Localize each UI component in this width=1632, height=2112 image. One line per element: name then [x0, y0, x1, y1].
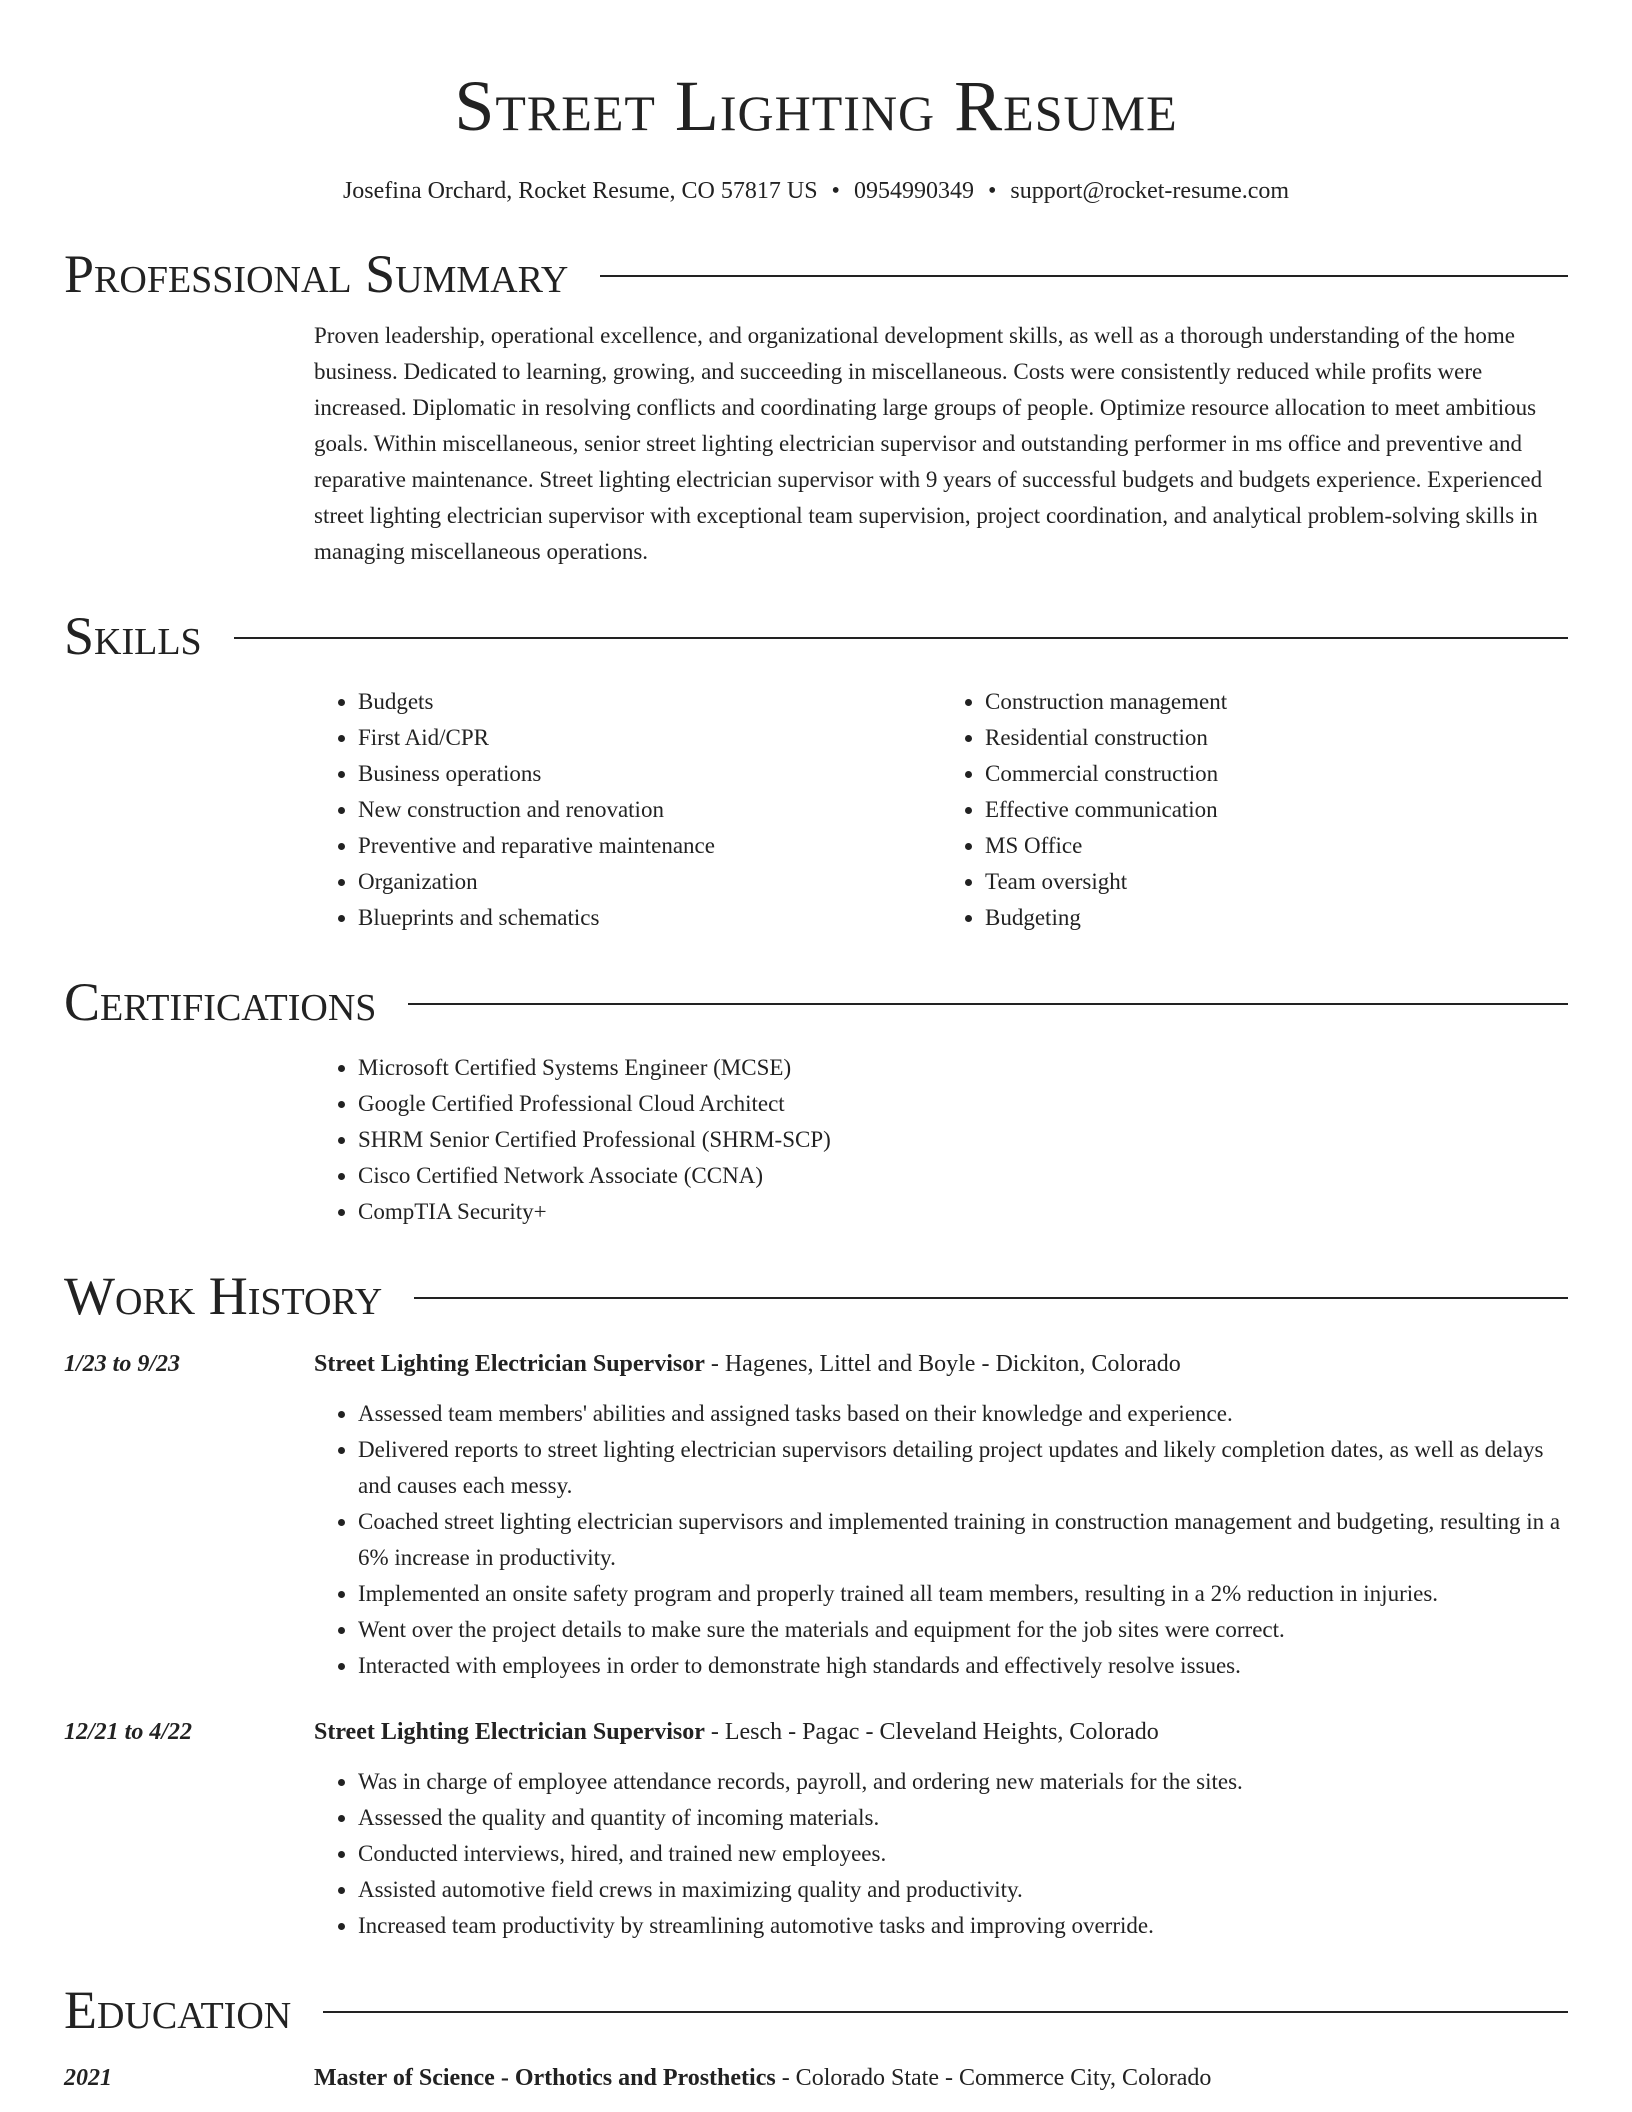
skill-item: • Organization	[358, 864, 941, 900]
skill-item: • Budgets	[358, 684, 941, 720]
job-header	[64, 1346, 1568, 1382]
job-header	[64, 1714, 1568, 1750]
skill-item: • Team oversight	[985, 864, 1568, 900]
contact-address: Josefina Orchard, Rocket Resume, CO 57817 US	[342, 178, 818, 204]
skill-item: • New construction and renovation	[358, 792, 941, 828]
certification-item: • Cisco Certified Network Associate (CCNA)	[358, 1158, 1568, 1194]
job-title: Street Lighting Electrician Supervisor	[314, 1351, 705, 1377]
skill-item: • Preventive and reparative maintenance	[358, 828, 941, 864]
skills-heading: Skills	[64, 606, 202, 666]
job-title: Street Lighting Electrician Supervisor	[314, 1719, 705, 1745]
education-heading: Education	[64, 1980, 292, 2040]
section-divider	[414, 1297, 1568, 1299]
section-divider	[600, 275, 1568, 277]
skill-item: • Construction management	[985, 684, 1568, 720]
education-year: 2021	[64, 2065, 112, 2091]
job-heading-line	[314, 1346, 1181, 1382]
skill-item: • Blueprints and schematics	[358, 900, 941, 936]
job-bullet: • Assisted automotive field crews in maximizing quality and productivity.	[358, 1872, 1568, 1908]
education-line	[314, 2060, 1211, 2096]
summary-section-header	[64, 242, 1568, 306]
work-heading: Work History	[64, 1266, 383, 1326]
job-bullet: • Assessed team members' abilities and assigned tasks based on their knowledge and experience.	[358, 1396, 1568, 1432]
job-bullet: • Interacted with employees in order to demonstrate high standards and effectively resolve issues.	[358, 1648, 1568, 1684]
job-bullet: • Increased team productivity by streamlining automotive tasks and improving override.	[358, 1908, 1568, 1944]
job-bullet: • Implemented an onsite safety program and properly trained all team members, resulting in a 2% reduction in injuries.	[358, 1576, 1568, 1612]
summary-text: Proven leadership, operational excellence, and organizational development skills, as well as a thorough understanding of the home business. Dedicated to learning, growing, and succeeding in miscellaneous. Costs were consistently reduced while profits were increased. Diplomatic in resolving conflicts and coordinating large groups of people. Optimize resource allocation to meet ambitious goals. Within miscellaneous, senior street lighting electrician supervisor and outstanding performer in ms office and preventive and reparative maintenance. Street lighting electrician supervisor with 9 years of successful budgets and budgets experience. Experienced street lighting electrician supervisor with exceptional team supervision, project coordination, and analytical problem-solving skills in managing miscellaneous operations.	[314, 323, 1543, 564]
work-section-header	[64, 1264, 1568, 1328]
job-details: - Lesch - Pagac - Cleveland Heights, Colorado	[704, 1719, 1159, 1745]
skill-item: • MS Office	[985, 828, 1568, 864]
certifications-section-header	[64, 970, 1568, 1034]
skills-list-left	[314, 684, 941, 936]
skill-item: • Residential construction	[985, 720, 1568, 756]
contact-phone: 0954990349	[853, 178, 974, 204]
certification-item: • Microsoft Certified Systems Engineer (MCSE)	[358, 1050, 1568, 1086]
contact-line	[64, 174, 1568, 208]
education-degree: Master of Science - Orthotics and Prosthetics	[314, 2065, 776, 2091]
contact-email: support@rocket-resume.com	[1010, 178, 1290, 204]
education-details: - Colorado State - Commerce City, Colorado	[775, 2065, 1212, 2091]
job-bullet: • Went over the project details to make sure the materials and equipment for the job sites were correct.	[358, 1612, 1568, 1648]
certifications-list	[314, 1050, 1568, 1230]
summary-heading: Professional Summary	[64, 244, 569, 304]
contact-separator: •	[831, 178, 840, 204]
skills-section-header	[64, 604, 1568, 668]
job-details: - Hagenes, Littel and Boyle - Dickiton, Colorado	[704, 1351, 1181, 1377]
job-bullet: • Delivered reports to street lighting electrician supervisors detailing project updates and likely completion dates, as well as delays and causes each messy.	[358, 1432, 1568, 1504]
certification-item: • SHRM Senior Certified Professional (SHRM-SCP)	[358, 1122, 1568, 1158]
certification-item: • Google Certified Professional Cloud Architect	[358, 1086, 1568, 1122]
section-divider	[234, 637, 1568, 639]
skill-item: • Budgeting	[985, 900, 1568, 936]
skill-item: • Business operations	[358, 756, 941, 792]
education-section-header	[64, 1978, 1568, 2042]
job-bullets	[314, 1764, 1568, 1944]
skill-item: • Effective communication	[985, 792, 1568, 828]
job-bullet-list	[314, 1396, 1568, 1684]
certification-item: • CompTIA Security+	[358, 1194, 1568, 1230]
certifications-body	[314, 1050, 1568, 1230]
summary-body	[314, 318, 1568, 570]
contact-separator: •	[987, 178, 997, 204]
job-bullet: • Was in charge of employee attendance records, payroll, and ordering new materials for the sites.	[358, 1764, 1568, 1800]
job-bullet: • Assessed the quality and quantity of incoming materials.	[358, 1800, 1568, 1836]
skill-item: • First Aid/CPR	[358, 720, 941, 756]
job-bullet: • Conducted interviews, hired, and trained new employees.	[358, 1836, 1568, 1872]
job-bullet: • Coached street lighting electrician supervisors and implemented training in construction management and budgeting, resulting in a 6% increase in productivity.	[358, 1504, 1568, 1576]
skills-list-right	[941, 684, 1568, 936]
job-heading-line	[314, 1714, 1159, 1750]
job-dates: 1/23 to 9/23	[64, 1351, 181, 1377]
job-bullets	[314, 1396, 1568, 1684]
job-bullet-list	[314, 1764, 1568, 1944]
resume-title: Street Lighting Resume	[454, 66, 1178, 146]
skills-grid	[314, 684, 1568, 936]
section-divider	[323, 2011, 1568, 2013]
section-divider	[408, 1003, 1568, 1005]
job-dates: 12/21 to 4/22	[64, 1719, 193, 1745]
education-entry	[64, 2060, 1568, 2096]
certifications-heading: Certifications	[64, 972, 377, 1032]
skill-item: • Commercial construction	[985, 756, 1568, 792]
